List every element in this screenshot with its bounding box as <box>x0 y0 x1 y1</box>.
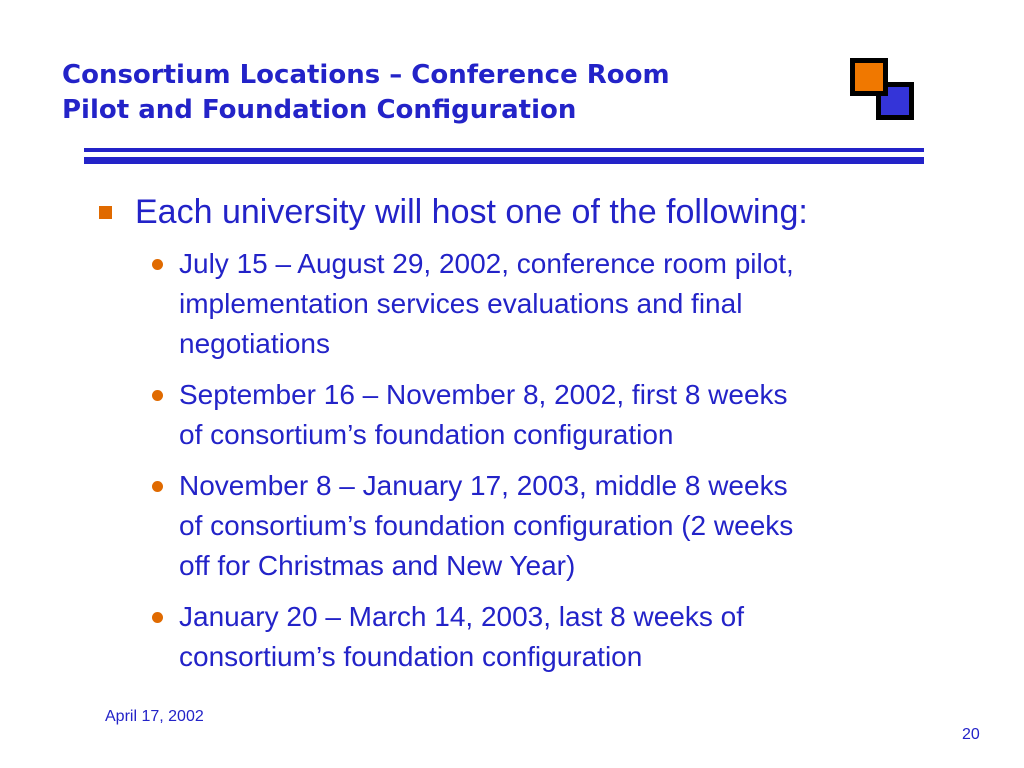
sub-bullet-line: of consortium’s foundation configuration <box>179 419 674 450</box>
sub-bullet-line: implementation services evaluations and final <box>179 288 743 319</box>
sub-bullet-item <box>179 375 959 455</box>
sub-bullet-line: consortium’s foundation configuration <box>179 641 643 672</box>
footer-date: April 17, 2002 <box>105 708 204 725</box>
page-number: 20 <box>962 726 980 743</box>
sub-bullet-item <box>179 597 959 677</box>
slide-title-line-2: Pilot and Foundation Configuration <box>62 95 577 125</box>
logo-orange-square <box>850 58 888 96</box>
sub-bullet-item <box>179 244 959 364</box>
sub-bullet-item <box>179 466 959 586</box>
round-bullet-icon <box>152 481 163 492</box>
sub-bullet-line: January 20 – March 14, 2003, last 8 weeks of <box>179 601 744 632</box>
sub-bullet-line: September 16 – November 8, 2002, first 8 weeks <box>179 379 788 410</box>
sub-bullet-line: July 15 – August 29, 2002, conference room pilot, <box>179 248 794 279</box>
sub-bullet-line: of consortium’s foundation configuration (2 weeks <box>179 510 794 541</box>
square-bullet-icon <box>99 206 112 219</box>
sub-bullet-line: negotiations <box>179 328 331 359</box>
round-bullet-icon <box>152 612 163 623</box>
main-bullet-text: Each university will host one of the following: <box>135 193 808 231</box>
round-bullet-icon <box>152 259 163 270</box>
slide-title-line-1: Consortium Locations – Conference Room <box>62 60 670 90</box>
sub-bullet-line: off for Christmas and New Year) <box>179 550 576 581</box>
round-bullet-icon <box>152 390 163 401</box>
sub-bullet-line: November 8 – January 17, 2003, middle 8 weeks <box>179 470 788 501</box>
